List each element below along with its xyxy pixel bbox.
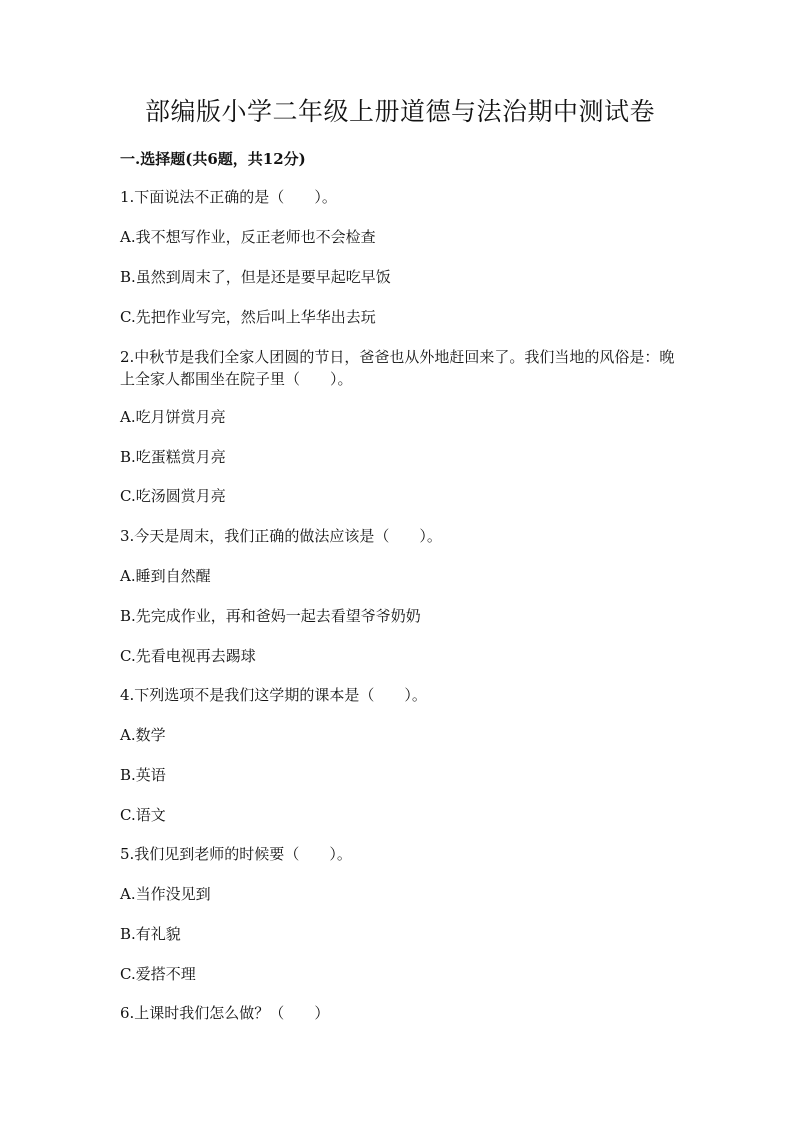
question-5-stem: 5.我们见到老师的时候要（ ）。 [120,845,352,863]
question-4-stem: 4.下列选项不是我们这学期的课本是（ ）。 [120,686,427,704]
section-header: 一.选择题(共6题，共12分) [120,150,306,168]
question-4-option-b: B.英语 [120,766,166,784]
question-1-option-b: B.虽然到周末了，但是还是要早起吃早饭 [120,268,391,286]
question-2-stem: 2.中秋节是我们全家人团圆的节日，爸爸也从外地赶回来了。我们当地的风俗是：晚上全家人都围坐在院子里（ ）。 [120,348,675,388]
question-1-option-a: A.我不想写作业，反正老师也不会检查 [120,228,376,246]
question-3-option-c: C.先看电视再去踢球 [120,647,256,665]
question-2-option-c: C.吃汤圆赏月亮 [120,487,226,505]
question-5-option-b: B.有礼貌 [120,925,181,943]
question-3-option-a: A.睡到自然醒 [120,567,211,585]
question-1-stem: 1.下面说法不正确的是（ ）。 [120,188,337,206]
question-1-option-c: C.先把作业写完，然后叫上华华出去玩 [120,308,376,326]
question-4-option-a: A.数学 [120,726,166,744]
question-5-option-a: A.当作没见到 [120,885,211,903]
page-title: 部编版小学二年级上册道德与法治期中测试卷 [144,97,655,126]
question-2-option-b: B.吃蛋糕赏月亮 [120,448,226,466]
question-6-stem: 6.上课时我们怎么做？（ ） [120,1004,330,1022]
question-5-option-c: C.爱搭不理 [120,965,196,983]
question-4-option-c: C.语文 [120,806,166,824]
question-3-stem: 3.今天是周末，我们正确的做法应该是（ ）。 [120,527,442,545]
question-2-option-a: A.吃月饼赏月亮 [120,408,226,426]
question-3-option-b: B.先完成作业，再和爸妈一起去看望爷爷奶奶 [120,607,421,625]
